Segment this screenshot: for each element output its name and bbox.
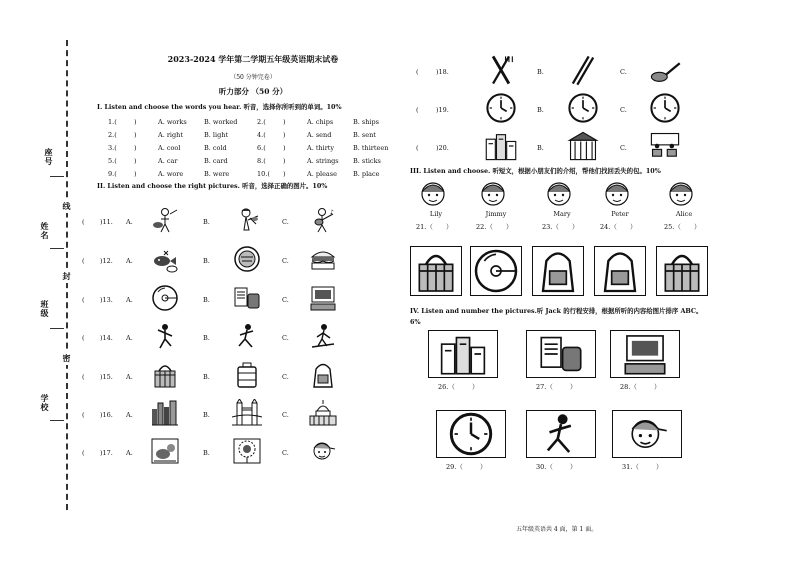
child-name: Peter	[611, 210, 629, 218]
school-label: 学校	[40, 394, 50, 412]
handbag-icon	[150, 361, 180, 389]
option-b-label: B.	[537, 68, 544, 76]
svg-text:♪: ♪	[330, 209, 334, 216]
question-number: 22.（	[476, 223, 493, 231]
question-number: 28.（	[620, 383, 637, 391]
question-number: 6.(	[257, 144, 266, 152]
bag-picture-a	[410, 246, 462, 296]
answer-blank-open: (	[82, 373, 85, 381]
answer-blank-close: )	[283, 144, 286, 152]
dancing-boy-icon	[150, 322, 180, 350]
guitar-player-icon	[308, 206, 338, 234]
option-a-label: A.	[126, 257, 133, 265]
option-c-label: C.	[282, 257, 289, 265]
tower-bridge-icon	[232, 399, 262, 427]
option-a: A. right	[158, 131, 183, 139]
question-number: 27.（	[536, 383, 553, 391]
option-b-label: B.	[203, 449, 210, 457]
computer-icon	[308, 284, 338, 312]
section1-heading: I. Listen and choose the words you hear. 听音，选择你所听到的单词。10%	[97, 103, 342, 111]
running-man-icon	[232, 322, 262, 350]
bag-picture-d	[594, 246, 646, 296]
answer-blank-close: )	[283, 131, 286, 139]
option-b: B. sticks	[353, 157, 381, 165]
answer-blank-close: ）	[694, 223, 701, 231]
option-b-label: B.	[203, 257, 210, 265]
option-c-label: C.	[620, 68, 627, 76]
bag-picture-c	[532, 246, 584, 296]
seat-label: 座号	[44, 148, 54, 166]
question-number: 9.(	[108, 170, 117, 178]
name-label: 姓名	[40, 222, 50, 240]
option-b-label: B.	[203, 334, 210, 342]
child-face-icon	[544, 178, 574, 208]
answer-blank-close: ）	[446, 223, 453, 231]
boy-cap-icon	[308, 437, 338, 465]
option-b: B. card	[204, 157, 228, 165]
answer-blank-open: (	[82, 449, 85, 457]
answer-blank-open: (	[82, 334, 85, 342]
answer-blank-close: ）	[570, 383, 577, 391]
question-number: )16.	[100, 411, 113, 419]
answer-blank-close: )	[283, 170, 286, 178]
option-b: B. ships	[353, 118, 380, 126]
seal-char: 封	[62, 272, 72, 281]
answer-blank-open: (	[416, 144, 419, 152]
option-c-label: C.	[620, 106, 627, 114]
line-char: 线	[62, 202, 72, 211]
question-number: )17.	[100, 449, 113, 457]
sunflower-icon	[232, 437, 262, 465]
option-b: B. place	[353, 170, 380, 178]
child-name: Jimmy	[485, 210, 507, 218]
option-b-label: B.	[203, 296, 210, 304]
option-a-label: A.	[126, 296, 133, 304]
answer-blank-close: )	[134, 131, 137, 139]
question-number: 10.(	[257, 170, 270, 178]
schedule-picture	[526, 330, 596, 378]
secret-char: 密	[62, 354, 72, 363]
answer-blank-open: (	[416, 106, 419, 114]
option-a: A. cool	[158, 144, 181, 152]
clock-icon	[566, 92, 600, 124]
animal-scene-icon	[150, 437, 180, 465]
answer-blank-open: (	[82, 218, 85, 226]
cd-disc-icon	[150, 284, 180, 312]
drum-player-icon	[150, 206, 180, 234]
question-number: )12.	[100, 257, 113, 265]
option-a-label: A.	[126, 334, 133, 342]
section2-heading: II. Listen and choose the right pictures. 听音，选择正确的图片。10%	[97, 182, 328, 190]
question-number: 1.(	[108, 118, 117, 126]
answer-blank-open: (	[82, 411, 85, 419]
page-footer: 五年级英语共 4 面，第 1 面。	[516, 526, 598, 533]
suitcase-icon	[232, 361, 262, 389]
answer-blank-close: ）	[654, 383, 661, 391]
question-number: 2.(	[108, 131, 117, 139]
answer-blank-close: ）	[480, 463, 487, 471]
question-number: 29.（	[446, 463, 463, 471]
option-c-label: C.	[282, 449, 289, 457]
museum-building-icon	[566, 130, 600, 162]
schedule-picture	[526, 410, 596, 458]
question-number: )19.	[436, 106, 449, 114]
question-number: 8.(	[257, 157, 266, 165]
option-a-label: A.	[126, 218, 133, 226]
listening-header: 听力部分 （50 分）	[218, 87, 288, 96]
sandwich-icon	[308, 245, 338, 273]
food-plate-icon	[232, 245, 262, 273]
clock-icon	[484, 92, 518, 124]
option-b: B. sent	[353, 131, 376, 139]
answer-blank-close: ）	[570, 463, 577, 471]
option-a: A. send	[307, 131, 332, 139]
knife-fork-icon	[484, 54, 518, 86]
question-number: 3.(	[108, 144, 117, 152]
question-number: )18.	[436, 68, 449, 76]
duration-note: （50 分钟完卷）	[230, 74, 276, 81]
answer-blank-close: ）	[630, 223, 637, 231]
clock-icon	[648, 92, 682, 124]
question-number: )20.	[436, 144, 449, 152]
section4-heading: IV. Listen and number the pictures.听 Jack 的行程安排，根据所听的内容给图片排序 ABC。	[410, 307, 703, 315]
option-b-label: B.	[203, 218, 210, 226]
answer-blank-close: ）	[472, 383, 479, 391]
question-number: 2.(	[257, 118, 266, 126]
child-name: Alice	[675, 210, 693, 218]
option-a-label: A.	[126, 449, 133, 457]
town-street-icon	[484, 130, 518, 162]
answer-blank-open: (	[82, 257, 85, 265]
option-b-label: B.	[537, 106, 544, 114]
capitol-building-icon	[308, 399, 338, 427]
schedule-picture	[436, 410, 506, 458]
option-a: A. car	[158, 157, 178, 165]
spoon-icon	[648, 54, 682, 86]
option-b-label: B.	[537, 144, 544, 152]
schedule-picture	[428, 330, 498, 378]
bag-picture-b	[470, 246, 522, 296]
answer-blank-close: ）	[656, 463, 663, 471]
option-b: B. were	[204, 170, 230, 178]
option-b-label: B.	[203, 411, 210, 419]
option-c-label: C.	[282, 334, 289, 342]
option-b: B. worked	[204, 118, 238, 126]
page-title: 2023-2024 学年第二学期五年级英语期末试卷	[167, 54, 339, 64]
section3-heading: III. Listen and choose. 听短文，根据小朋友们的介绍，帮他们找回丢失的包。10%	[410, 167, 661, 175]
question-number: )11.	[100, 218, 113, 226]
violin-girl-icon	[232, 206, 262, 234]
option-a: A. thirty	[307, 144, 335, 152]
child-name: Lily	[429, 210, 443, 218]
option-c-label: C.	[282, 411, 289, 419]
question-number: )15.	[100, 373, 113, 381]
option-c-label: C.	[282, 373, 289, 381]
phone-book-icon	[232, 284, 262, 312]
option-a-label: A.	[126, 373, 133, 381]
question-number: )13.	[100, 296, 113, 304]
question-number: 30.（	[536, 463, 553, 471]
answer-blank-close: )	[283, 157, 286, 165]
child-face-icon	[602, 178, 632, 208]
backpack-icon	[308, 361, 338, 389]
fish-food-icon	[150, 245, 180, 273]
schedule-picture	[610, 330, 680, 378]
question-number: 26.（	[438, 383, 455, 391]
child-face-icon	[478, 178, 508, 208]
class-label: 班级	[40, 300, 50, 318]
option-c-label: C.	[620, 144, 627, 152]
classroom-icon	[648, 130, 682, 162]
city-skyline-icon	[150, 399, 180, 427]
question-number: 24.（	[600, 223, 617, 231]
schedule-picture	[612, 410, 682, 458]
answer-blank-close: ）	[506, 223, 513, 231]
question-number: )14.	[100, 334, 113, 342]
option-a: A. strings	[307, 157, 339, 165]
question-number: 5.(	[108, 157, 117, 165]
chopsticks-icon	[566, 54, 600, 86]
child-face-icon	[418, 178, 448, 208]
question-number: 23.（	[542, 223, 559, 231]
answer-blank-close: )	[134, 118, 137, 126]
answer-blank-open: (	[82, 296, 85, 304]
skiing-man-icon	[308, 322, 338, 350]
answer-blank-close: )	[283, 118, 286, 126]
answer-blank-close: ）	[572, 223, 579, 231]
answer-blank-close: )	[134, 144, 137, 152]
option-a-label: A.	[126, 411, 133, 419]
option-b: B. light	[204, 131, 229, 139]
option-a: A. wore	[158, 170, 184, 178]
question-number: 4.(	[257, 131, 266, 139]
option-a: A. chips	[307, 118, 334, 126]
option-a: A. please	[307, 170, 337, 178]
option-c-label: C.	[282, 218, 289, 226]
bag-picture-e	[656, 246, 708, 296]
child-face-icon	[666, 178, 696, 208]
option-a: A. works	[158, 118, 187, 126]
answer-blank-open: (	[416, 68, 419, 76]
question-number: 25.（	[664, 223, 681, 231]
option-b-label: B.	[203, 373, 210, 381]
question-number: 31.（	[622, 463, 639, 471]
option-b: B. cold	[204, 144, 227, 152]
answer-blank-close: )	[134, 157, 137, 165]
section4-heading-percent: 6%	[410, 318, 421, 326]
option-c-label: C.	[282, 296, 289, 304]
option-b: B. thirteen	[353, 144, 389, 152]
child-name: Mary	[553, 210, 571, 218]
answer-blank-close: )	[134, 170, 137, 178]
question-number: 21.（	[416, 223, 433, 231]
